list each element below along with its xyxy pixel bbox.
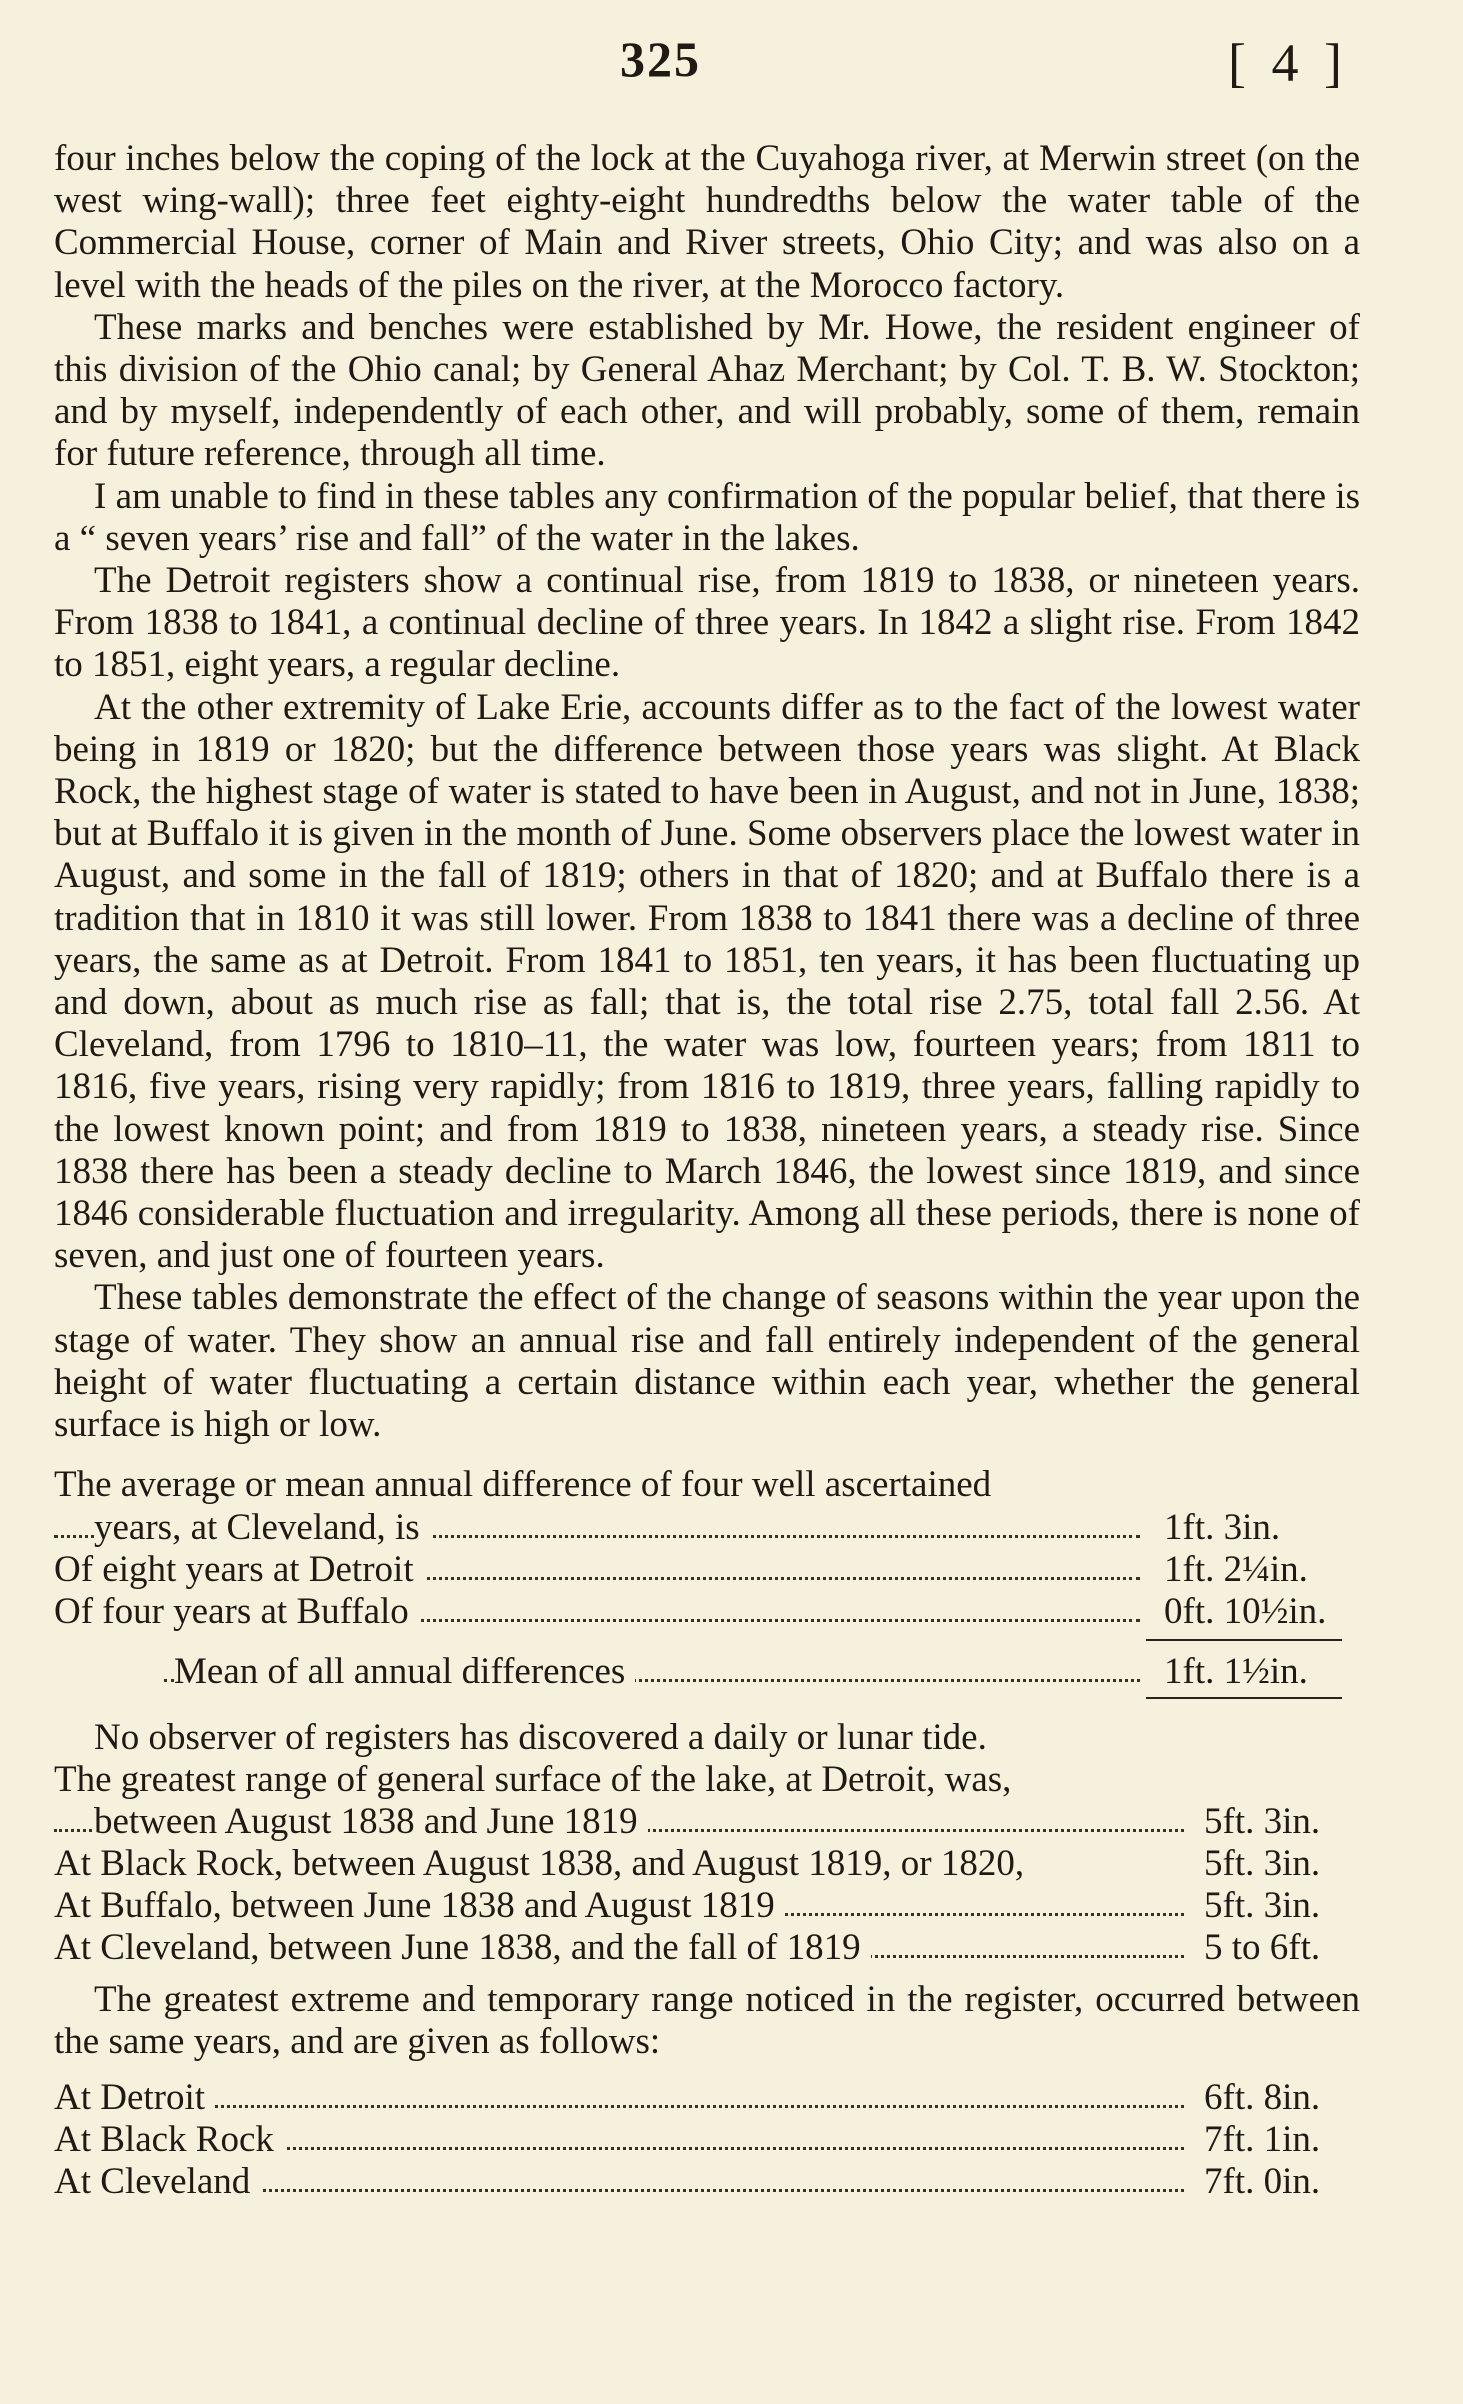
table-row [54,1843,1360,1885]
table-row [54,1591,1360,1633]
table-row [54,1549,1360,1591]
row-value: 7ft. 0in. [1194,2161,1320,2203]
row-label: Of eight years at Detroit [54,1549,424,1591]
table-row [54,1507,1360,1549]
row-label: At Cleveland, between June 1838, and the fall of 1819 [54,1927,871,1969]
row-label: between August 1838 and June 1819 [94,1801,648,1843]
row-value: 6ft. 8in. [1194,2077,1320,2119]
table-row [54,2077,1360,2119]
paragraph-marks: These marks and benches were established by Mr. Howe, the resident engineer of this division of the Ohio canal; by General Ahaz Merchant; by Col. T. B. W. Stockton; and by myself, independently of each other, and will probably, some of them, remain for future reference, through all time. [54,306,1360,475]
table-row [54,2161,1360,2203]
row-label: At Black Rock [54,2119,284,2161]
paragraph-extreme-range: The greatest extreme and temporary range noticed in the register, occurred between the same years, and are given as follows: [54,1978,1360,2063]
row-value: 0ft. 10½in. [1154,1591,1326,1633]
row-label: years, at Cleveland, is [94,1507,430,1549]
page-body [54,138,1360,2203]
paragraph-belief: I am unable to find in these tables any confirmation of the popular belief, that there is a “ seven years’ rise and fall” of the water in the lakes. [54,475,1360,559]
table-total-row [54,1651,1360,1693]
row-label: At Detroit [54,2077,215,2119]
row-label: Of four years at Buffalo [54,1591,419,1633]
table1-intro: The average or mean annual difference of four well ascertained [54,1464,992,1506]
paragraph-tide: No observer of registers has discovered a daily or lunar tide. [94,1716,987,1758]
row-value: 5ft. 3in. [1194,1885,1320,1927]
total-label: Mean of all annual differences [174,1651,635,1693]
row-value: 5ft. 3in. [1194,1843,1320,1885]
table-row [54,1927,1360,1969]
row-label: At Buffalo, between June 1838 and August 1819 [54,1885,785,1927]
row-value: 1ft. 3in. [1154,1507,1280,1549]
row-label: At Black Rock, between August 1838, and August 1819, or 1820, [54,1843,1034,1885]
table-annual-differences [54,1464,1360,1698]
page-number: 325 [620,31,701,87]
sum-rule [1146,1639,1342,1641]
table-row [54,1801,1360,1843]
total-value: 1ft. 1½in. [1154,1651,1308,1693]
row-value: 1ft. 2¼in. [1154,1549,1308,1591]
row-label: At Cleveland [54,2161,260,2203]
row-value: 5 to 6ft. [1194,1927,1320,1969]
table-row [54,1885,1360,1927]
paragraph-lake-erie: At the other extremity of Lake Erie, accounts differ as to the fact of the lowest water being in 1819 or 1820; but the difference between those years was slight. At Black Rock, the highest stage of water is stated to have been in August, and not in June, 1838; but at Buffalo it is given in the month of June. Some observers place the lowest water in August, and some in the fall of 1819; others in that of 1820; and at Buffalo there is a tradition that in 1810 it was still lower. From 1838 to 1841 there was a decline of three years, the same as at Detroit. From 1841 to 1851, ten years, it has been fluctuating up and down, about as much rise as fall; that is, the total rise 2.75, total fall 2.56. At Cleveland, from 1796 to 1810–11, the water was low, fourteen years; from 1811 to 1816, five years, rising very rapidly; from 1816 to 1819, three years, falling rapidly to the lowest known point; and from 1819 to 1838, nineteen years, a steady rise. Since 1838 there has been a steady decline to March 1846, the lowest since 1819, and since 1846 considerable fluctuation and irregularity. Among all these periods, there is none of seven, and just one of fourteen years. [54,686,1360,1277]
paragraph-continuation: four inches below the coping of the lock at the Cuyahoga river, at Merwin street (on the west wing-wall); three feet eighty-eight hundredths below the water table of the Commercial House, corner of Main and River streets, Ohio City; and was also on a level with the heads of the piles on the river, at the Morocco factory. [54,138,1360,306]
section-mark: [ 4 ] [1228,33,1348,93]
table2-intro: The greatest range of general surface of the lake, at Detroit, was, [54,1758,1012,1800]
table-row [54,2119,1360,2161]
row-value: 5ft. 3in. [1194,1801,1320,1843]
row-value: 7ft. 1in. [1194,2119,1320,2161]
table-extreme-range [54,2077,1360,2203]
paragraph-seasons: These tables demonstrate the effect of the change of seasons within the year upon the stage of water. They show an annual rise and fall entirely independent of the general height of water fluctuating a certain distance within each year, whether the general surface is high or low. [54,1277,1360,1446]
table-greatest-range [54,1759,1360,1969]
paragraph-detroit: The Detroit registers show a continual rise, from 1819 to 1838, or nineteen years. From 1838 to 1841, a continual decline of three years. In 1842 a slight rise. From 1842 to 1851, eight years, a regular decline. [54,560,1360,686]
